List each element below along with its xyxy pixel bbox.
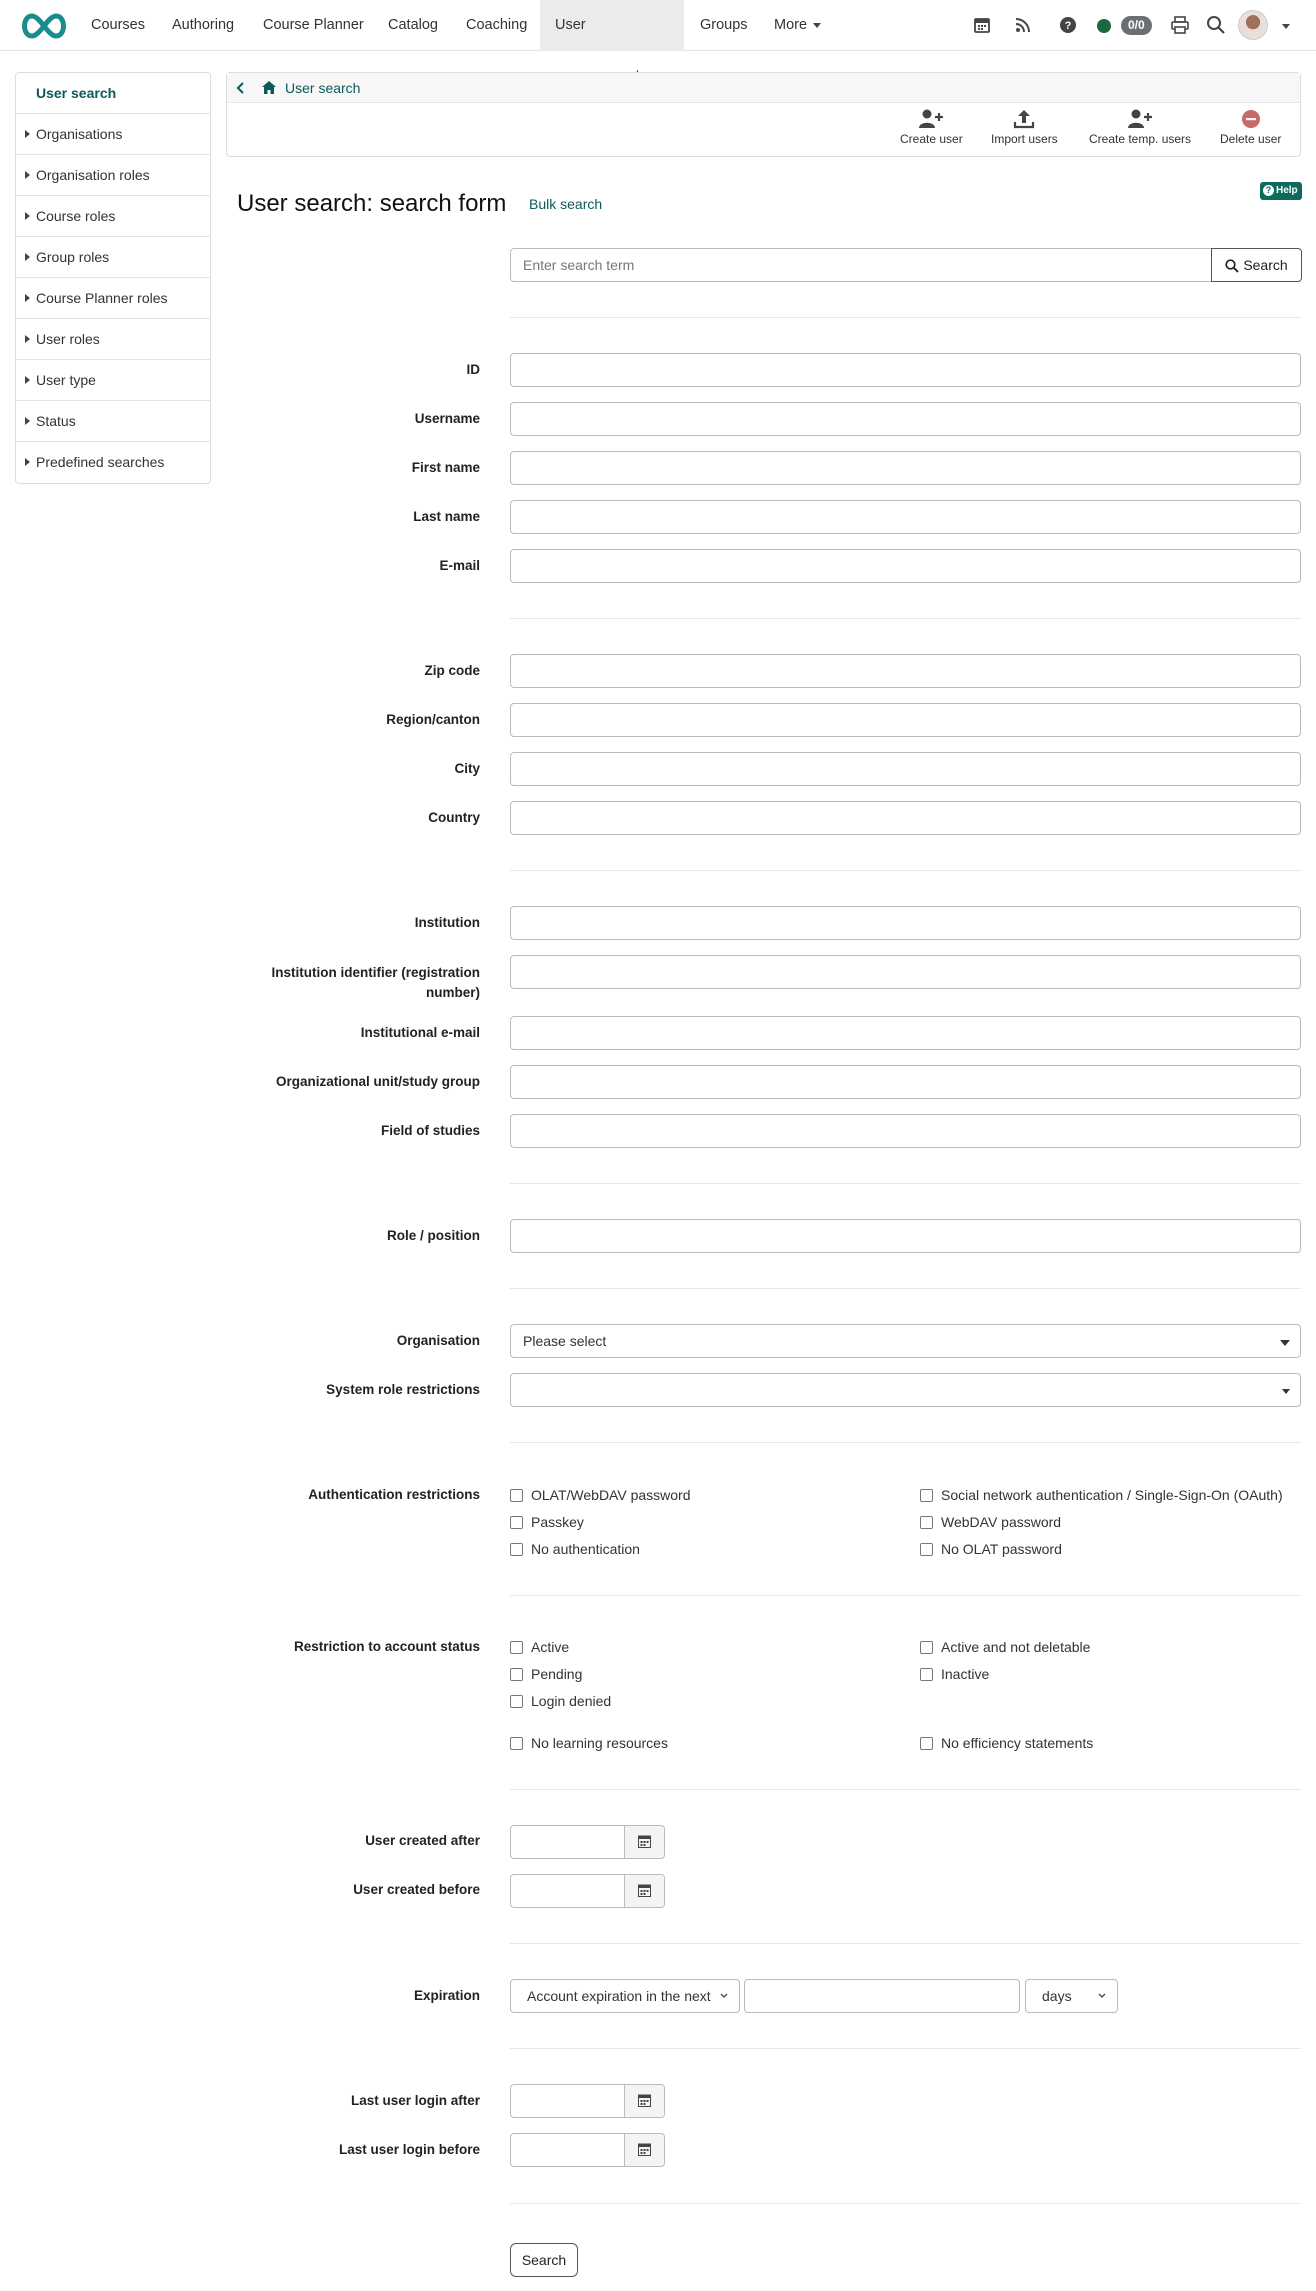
created-after-date[interactable]: [510, 1825, 665, 1859]
country-field[interactable]: [510, 801, 1301, 835]
delete-user-button[interactable]: [1220, 109, 1281, 146]
username-field[interactable]: [510, 402, 1301, 436]
checkbox-label: No authentication: [531, 1541, 640, 1557]
caret-right-icon: [25, 417, 30, 425]
search-button[interactable]: [1211, 248, 1302, 282]
checkbox-label: Pending: [531, 1666, 583, 1682]
account-status-label: Restriction to account status: [293, 1639, 480, 1654]
user-plus-icon: [1127, 109, 1153, 129]
checkbox-box: [510, 1737, 523, 1750]
bulk-search-link[interactable]: Bulk search: [529, 196, 603, 212]
help-button[interactable]: [1260, 182, 1302, 200]
checkbox-box: [920, 1737, 933, 1750]
institutional-email-field[interactable]: [510, 1016, 1301, 1050]
rss-icon[interactable]: [1013, 15, 1033, 35]
last-name-field[interactable]: [510, 500, 1301, 534]
search-icon[interactable]: [1206, 15, 1226, 35]
login-before-date[interactable]: [510, 2133, 665, 2167]
calendar-icon: [638, 1835, 651, 1848]
date-picker-button[interactable]: [624, 1875, 664, 1907]
sidebar-item-organisation-roles[interactable]: [16, 155, 210, 196]
notification-count-badge[interactable]: 0/0: [1121, 16, 1152, 35]
checkbox-box: [510, 1668, 523, 1681]
region-field[interactable]: [510, 703, 1301, 737]
minus-circle-icon: [1241, 109, 1261, 129]
sidebar-item-course-roles[interactable]: [16, 196, 210, 237]
checkbox-label: Inactive: [941, 1666, 990, 1682]
last-name-label: Last name: [413, 509, 480, 524]
divider: [510, 1183, 1301, 1184]
checkbox-box: [510, 1695, 523, 1708]
divider: [510, 317, 1301, 318]
status-pending-checkbox[interactable]: [510, 1666, 582, 1682]
nav-catalog[interactable]: Catalog: [388, 17, 438, 33]
date-picker-button[interactable]: [624, 1826, 664, 1858]
auth-olat-webdav-checkbox[interactable]: [510, 1487, 691, 1503]
role-position-field[interactable]: [510, 1219, 1301, 1253]
institution-identifier-label-line1: Institution identifier (registration: [271, 965, 480, 980]
checkbox-box: [920, 1489, 933, 1502]
caret-right-icon: [25, 171, 30, 179]
top-navigation: [0, 0, 1316, 51]
organisation-label: Organisation: [396, 1333, 480, 1348]
created-after-label: User created after: [365, 1833, 480, 1848]
divider: [510, 1288, 1301, 1289]
institution-identifier-field[interactable]: [510, 955, 1301, 989]
institution-identifier-label-line2: number): [426, 985, 480, 1000]
email-label: E-mail: [439, 558, 480, 573]
city-label: City: [454, 761, 480, 776]
create-user-button[interactable]: [900, 109, 963, 146]
status-no-efficiency-statements-checkbox[interactable]: [920, 1735, 1093, 1751]
country-label: Country: [428, 810, 480, 825]
checkbox-box: [510, 1516, 523, 1529]
page-title: User search: search form: [237, 190, 507, 217]
divider: [510, 1595, 1301, 1596]
status-inactive-checkbox[interactable]: [920, 1666, 989, 1682]
status-no-learning-resources-checkbox[interactable]: [510, 1735, 668, 1751]
help-circle-icon[interactable]: [1058, 15, 1078, 35]
checkbox-label: Active: [531, 1639, 570, 1655]
region-label: Region/canton: [386, 712, 480, 727]
caret-right-icon: [25, 294, 30, 302]
auth-restrictions-label: Authentication restrictions: [308, 1487, 480, 1502]
auth-none-checkbox[interactable]: [510, 1541, 640, 1557]
field-of-studies-label: Field of studies: [380, 1123, 480, 1138]
search-icon: [1225, 259, 1239, 273]
nav-more[interactable]: [759, 0, 836, 51]
sidebar-item-user-search[interactable]: [16, 73, 210, 114]
caret-right-icon: [25, 253, 30, 261]
created-before-label: User created before: [353, 1882, 480, 1897]
delete-user-label: Delete user: [1220, 132, 1282, 146]
caret-right-icon: [25, 376, 30, 384]
nav-authoring[interactable]: Authoring: [172, 17, 235, 33]
email-field[interactable]: [510, 549, 1301, 583]
checkbox-label: Social network authentication / Single-Sign-On (OAuth): [941, 1487, 1283, 1503]
username-label: Username: [414, 411, 480, 426]
org-unit-field[interactable]: [510, 1065, 1301, 1099]
organisation-select[interactable]: [510, 1324, 1301, 1358]
checkbox-box: [920, 1543, 933, 1556]
date-picker-button[interactable]: [624, 2085, 664, 2117]
caret-right-icon: [25, 458, 30, 466]
expiration-label: Expiration: [413, 1988, 480, 2003]
auth-passkey-checkbox[interactable]: [510, 1514, 584, 1530]
help-icon: ?: [1263, 185, 1274, 196]
user-plus-icon: [918, 109, 944, 129]
nav-groups[interactable]: Groups: [700, 17, 748, 33]
caret-right-icon: [25, 212, 30, 220]
created-before-date[interactable]: [510, 1874, 665, 1908]
sidebar-item-label: Organisation roles: [36, 167, 150, 183]
login-after-label: Last user login after: [350, 2093, 480, 2108]
toolbar-panel: [226, 72, 1301, 157]
checkbox-box: [920, 1668, 933, 1681]
sidebar-item-label: Organisations: [36, 126, 123, 142]
chevron-left-icon[interactable]: [235, 81, 245, 95]
first-name-field[interactable]: [510, 451, 1301, 485]
breadcrumb-current[interactable]: User search: [285, 80, 361, 96]
zip-label: Zip code: [424, 663, 480, 678]
institutional-email-label: Institutional e-mail: [360, 1025, 480, 1040]
system-role-label: System role restrictions: [326, 1382, 480, 1397]
institution-field[interactable]: [510, 906, 1301, 940]
divider: [510, 1943, 1301, 1944]
city-field[interactable]: [510, 752, 1301, 786]
home-icon[interactable]: [261, 80, 277, 95]
checkbox-box: [920, 1516, 933, 1529]
help-label: Help: [1276, 185, 1298, 196]
checkbox-label: OLAT/WebDAV password: [531, 1487, 691, 1503]
calendar-icon: [638, 1884, 651, 1897]
zip-field[interactable]: [510, 654, 1301, 688]
chevron-down-icon: [813, 23, 821, 28]
login-after-date[interactable]: [510, 2084, 665, 2118]
checkbox-label: Passkey: [531, 1514, 584, 1530]
login-before-label: Last user login before: [338, 2142, 480, 2157]
divider: [510, 1442, 1301, 1443]
first-name-label: First name: [411, 460, 480, 475]
id-label: ID: [466, 362, 480, 377]
sidebar-item-label: Predefined searches: [36, 454, 165, 470]
chevron-down-icon[interactable]: [1282, 24, 1290, 29]
chevron-down-icon: [719, 1989, 729, 2003]
sidebar-item-label: User roles: [36, 331, 100, 347]
caret-down-icon: [1280, 1340, 1290, 1346]
field-of-studies-field[interactable]: [510, 1114, 1301, 1148]
nav-course-planner[interactable]: Course Planner: [263, 17, 364, 33]
calendar-icon: [638, 2143, 651, 2156]
checkbox-box: [510, 1489, 523, 1502]
expiration-mode-value: Account expiration in the next: [527, 1988, 711, 2004]
system-role-select[interactable]: [510, 1373, 1301, 1407]
date-picker-button[interactable]: [624, 2134, 664, 2166]
caret-right-icon: [25, 130, 30, 138]
checkbox-label: No OLAT password: [941, 1541, 1062, 1557]
sidebar-item-user-roles[interactable]: [16, 319, 210, 360]
calendar-icon[interactable]: [972, 15, 992, 35]
search-input[interactable]: Enter search term: [510, 248, 1212, 282]
sidebar-item-label: User search: [36, 85, 117, 101]
user-avatar[interactable]: [1238, 10, 1268, 40]
online-status-icon[interactable]: [1097, 19, 1111, 33]
import-users-button[interactable]: [991, 109, 1058, 146]
caret-right-icon: [25, 335, 30, 343]
create-temp-users-label: Create temp. users: [1089, 132, 1192, 146]
org-unit-label: Organizational unit/study group: [276, 1074, 480, 1089]
calendar-icon: [638, 2094, 651, 2107]
checkbox-box: [920, 1641, 933, 1654]
expiration-unit-value: days: [1042, 1988, 1072, 2004]
search-button-label: Search: [1243, 257, 1288, 273]
divider: [510, 2048, 1301, 2049]
checkbox-label: WebDAV password: [941, 1514, 1062, 1530]
institution-label: Institution: [414, 915, 480, 930]
create-user-label: Create user: [900, 132, 963, 146]
sidebar-item-group-roles[interactable]: [16, 237, 210, 278]
checkbox-box: [510, 1641, 523, 1654]
nav-coaching[interactable]: Coaching: [466, 17, 528, 33]
expiration-amount-input[interactable]: [744, 1979, 1020, 2013]
institution-identifier-label: [180, 963, 480, 1003]
status-login-denied-checkbox[interactable]: [510, 1693, 611, 1709]
organisation-select-value: Please select: [523, 1333, 607, 1349]
svg-text:?: ?: [1064, 20, 1072, 32]
print-icon[interactable]: [1170, 15, 1190, 35]
sidebar-item-label: User type: [36, 372, 96, 388]
id-field[interactable]: [510, 353, 1301, 387]
nav-user-management[interactable]: User: [540, 0, 684, 51]
openolat-logo-icon[interactable]: [18, 12, 70, 40]
sidebar-item-label: Course Planner roles: [36, 290, 168, 306]
sidebar-item-label: Course roles: [36, 208, 116, 224]
caret-down-icon: [1282, 1389, 1290, 1394]
divider: [510, 870, 1301, 871]
auth-no-olat-checkbox[interactable]: [920, 1541, 1062, 1557]
nav-courses[interactable]: Courses: [91, 17, 145, 33]
create-temp-users-button[interactable]: [1089, 109, 1191, 146]
checkbox-label: Active and not deletable: [941, 1639, 1091, 1655]
sidebar-item-label: Group roles: [36, 249, 110, 265]
checkbox-label: Login denied: [531, 1693, 612, 1709]
checkbox-box: [510, 1543, 523, 1556]
divider: [510, 1789, 1301, 1790]
upload-icon: [1013, 109, 1035, 129]
chevron-down-icon: [1097, 1989, 1107, 2003]
status-active-not-deletable-checkbox[interactable]: [920, 1639, 1090, 1655]
nav-more-label: More: [774, 17, 808, 33]
auth-webdav-checkbox[interactable]: [920, 1514, 1061, 1530]
divider: [510, 618, 1301, 619]
submit-search-button[interactable]: Search: [510, 2243, 578, 2277]
import-users-label: Import users: [991, 132, 1058, 146]
sidebar-item-course-planner-roles[interactable]: [16, 278, 210, 319]
expiration-mode-select[interactable]: [510, 1979, 740, 2013]
role-position-label: Role / position: [387, 1228, 480, 1243]
checkbox-label: No efficiency statements: [941, 1735, 1094, 1751]
auth-oauth-checkbox[interactable]: [920, 1487, 1283, 1503]
status-active-checkbox[interactable]: [510, 1639, 569, 1655]
sidebar-item-label: Status: [36, 413, 76, 429]
divider: [510, 2203, 1301, 2204]
expiration-unit-select[interactable]: [1025, 1979, 1118, 2013]
sidebar-item-organisations[interactable]: [16, 114, 210, 155]
breadcrumb: [227, 73, 1300, 103]
checkbox-label: No learning resources: [531, 1735, 668, 1751]
